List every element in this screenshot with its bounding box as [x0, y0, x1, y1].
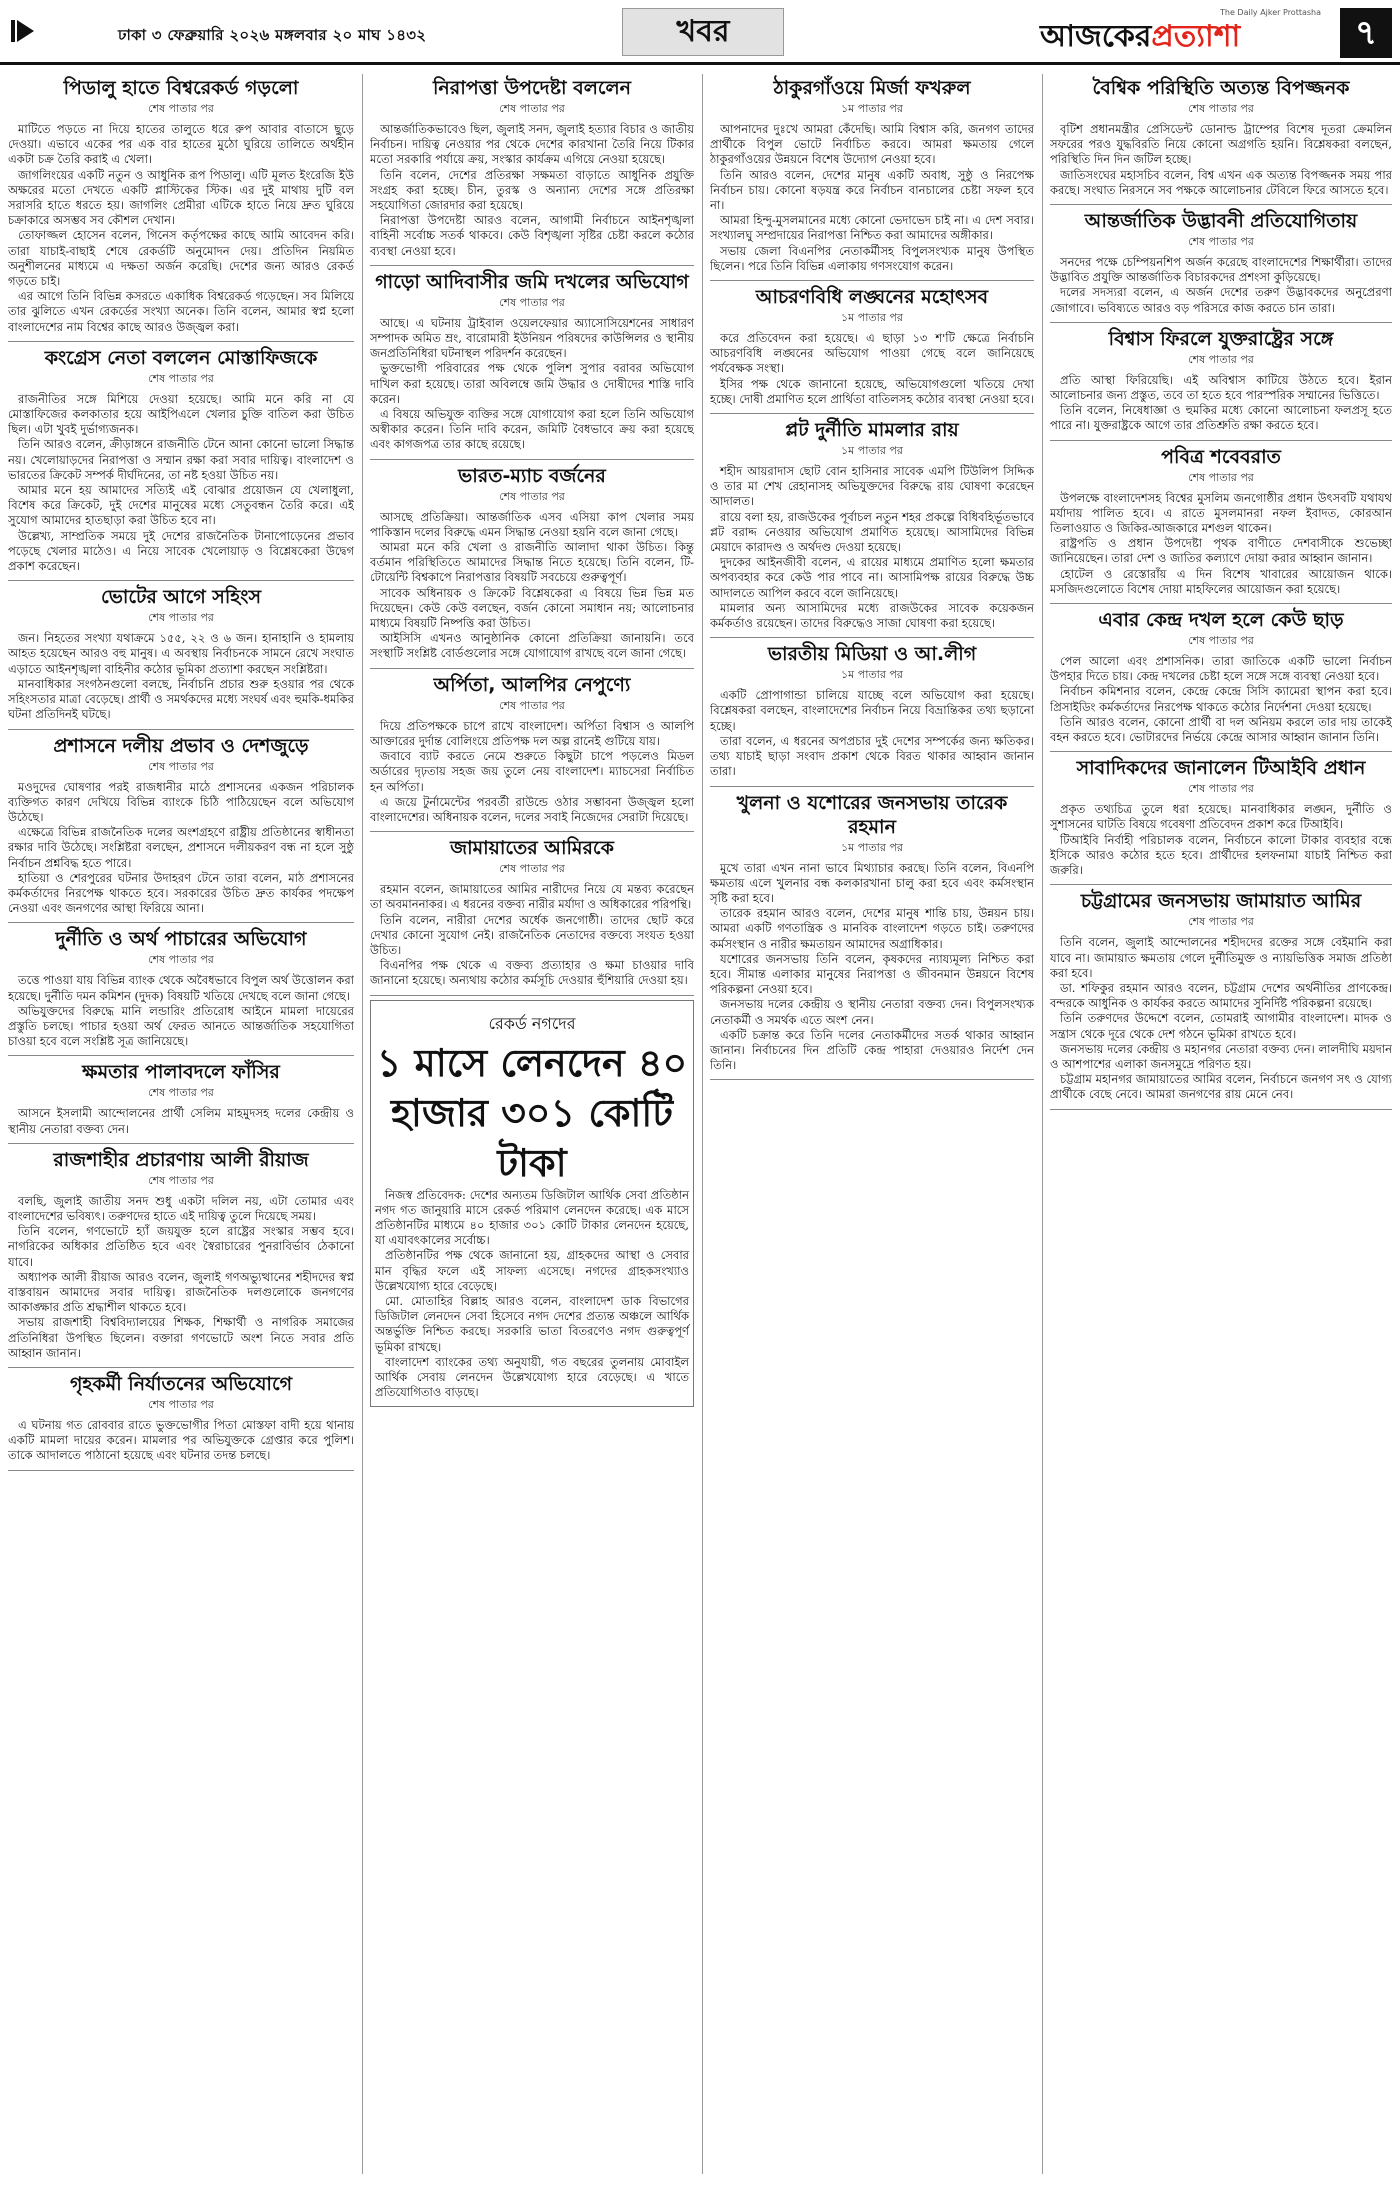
- news-story: [370, 673, 694, 825]
- paragraph: সাবেক অধিনায়ক ও ক্রিকেট বিশ্লেষকেরা এ বিষয়ে ভিন্ন ভিন্ন মত দিয়েছেন। কেউ কেউ বলছেন, বর্জন কোনো সমাধান নয়; আলোচনার মাধ্যমে বিষয়টি নিষ্পত্তি করা উচিত।: [370, 585, 694, 631]
- news-story: [710, 418, 1034, 631]
- news-story: [1050, 209, 1392, 316]
- paragraph: নির্বাচন কমিশনার বলেন, কেন্দ্রে কেন্দ্রে সিসি ক্যামেরা স্থাপন করা হবে। প্রিসাইডিং কর্মকর্তাদের নিরপেক্ষ থাকতে কঠোর নির্দেশনা দেওয়া হয়েছে।: [1050, 684, 1392, 714]
- continuation-note: ১ম পাতার পর: [841, 668, 903, 682]
- story-body: [710, 122, 1034, 274]
- column-1: [8, 74, 354, 2184]
- paragraph: রায়ে বলা হয়, রাজউকের পূর্বাচল নতুন শহর প্রকল্পে বিধিবহির্ভূতভাবে প্লট বরাদ্দ নেওয়ার অভিযোগ প্রমাণিত হয়েছে। আসামিদের বিভিন্ন মেয়াদে কারাদণ্ড ও অর্থদণ্ড দেওয়া হয়েছে।: [710, 509, 1034, 555]
- story-headline: বিশ্বাস ফিরলে যুক্তরাষ্ট্রের সঙ্গে: [1108, 327, 1334, 350]
- arrow-icon: [10, 18, 36, 44]
- paragraph: এ বিষয়ে অভিযুক্ত ব্যক্তির সঙ্গে যোগাযোগ করা হলে তিনি অভিযোগ অস্বীকার করেন। তিনি দাবি করেন, জমিটি বৈধভাবে ক্রয় করা হয়েছে এবং কাগজপত্র তার কাছে রয়েছে।: [370, 407, 694, 452]
- story-body: [370, 719, 694, 825]
- paragraph: এ ঘটনায় গত রোববার রাতে ভুক্তভোগীর পিতা মোস্তফা বাদী হয়ে থানায় একটি মামলা দায়ের করেন। মামলার পর অভিযুক্তকে গ্রেপ্তার করে পুলিশ। তাকে আদালতে পাঠানো হয়েছে এবং ঘটনার তদন্ত চলছে।: [8, 1417, 354, 1463]
- paragraph: নিরাপত্তা উপদেষ্টা আরও বলেন, আগামী নির্বাচনে আইনশৃঙ্খলা বাহিনী সর্বোচ্চ সতর্ক থাকবে। কেউ বিশৃঙ্খলা সৃষ্টির চেষ্টা করলে কঠোর ব্যবস্থা নেওয়া হবে।: [370, 213, 694, 258]
- newspaper-logo: [1040, 12, 1240, 63]
- news-story: [1050, 889, 1392, 1102]
- story-headline: ভোটের আগে সহিংস: [101, 586, 261, 609]
- paragraph: যশোরের জনসভায় তিনি বলেন, কৃষকদের ন্যায্যমূল্য নিশ্চিত করা হবে। সীমান্ত এলাকার মানুষের নিরাপত্তা ও জীবনমান উন্নয়নে বিশেষ পরিকল্পনা নেওয়া হবে।: [710, 951, 1034, 997]
- paragraph: রহমান বলেন, জামায়াতের আমির নারীদের নিয়ে যে মন্তব্য করেছেন তা অবমাননাকর। এ ধরনের বক্তব্য নারীর মর্যাদা ও অধিকারের পরিপন্থি।: [370, 882, 694, 912]
- story-body: [8, 1106, 354, 1136]
- news-story: [1050, 445, 1392, 597]
- news-story: [8, 734, 354, 917]
- news-story: [1050, 756, 1392, 878]
- news-story: [370, 464, 694, 662]
- story-body: [370, 510, 694, 662]
- column-3: [710, 74, 1034, 2184]
- continuation-note: শেষ পাতার পর: [1188, 634, 1254, 648]
- story-headline: ক্ষমতার পালাবদলে ফাঁসির: [82, 1061, 280, 1084]
- continuation-note: ১ম পাতার পর: [841, 444, 903, 458]
- paragraph: তিনি আরও বলেন, দেশের মানুষ একটি অবাধ, সুষ্ঠু ও নিরপেক্ষ নির্বাচন চায়। কোনো ষড়যন্ত্র করে নির্বাচন বানচালের চেষ্টা সফল হবে না।: [710, 167, 1034, 213]
- paragraph: জাগলিংয়ের একটি নতুন ও আধুনিক রূপ পিডালু। এটি মূলত ইংরেজি ইউ অক্ষরের মতো দেখতে একটি প্লাস্টিকের স্টিক। এর দুই মাথায় দুটি বল সরাসরি হাতে ধরতে হয়। জাগলিং প্রেমীরা এটিকে হাতে নিয়ে দ্রুত ঘুরিয়ে চক্রাকারে অসম্ভব সব কৌশল দেখান।: [8, 167, 354, 228]
- news-story: [710, 285, 1034, 407]
- paragraph: মানবাধিকার সংগঠনগুলো বলছে, নির্বাচনি প্রচার শুরু হওয়ার পর থেকে সহিংসতার মাত্রা বেড়েছে। প্রার্থী ও সমর্থকদের মধ্যে সংঘর্ষ এবং হুমকি-ধমকির ঘটনা প্রতিদিনই ঘটছে।: [8, 676, 354, 722]
- story-body: [1050, 654, 1392, 745]
- story-divider: [370, 265, 694, 266]
- paragraph: প্রতিষ্ঠানটির পক্ষ থেকে জানানো হয়, গ্রাহকদের আস্থা ও সেবার মান বৃদ্ধির ফলে এই সাফল্য এসেছে। নগদের গ্রাহকসংখ্যাও উল্লেখযোগ্য হারে বেড়েছে।: [375, 1248, 689, 1293]
- paragraph: জনসভায় দলের কেন্দ্রীয় ও মহানগর নেতারা বক্তব্য দেন। লালদীঘি ময়দান ও আশপাশের এলাকা জনসমুদ্রে পরিণত হয়।: [1050, 1041, 1392, 1071]
- paragraph: টিআইবি নির্বাহী পরিচালক বলেন, নির্বাচনে কালো টাকার ব্যবহার বন্ধে ইসিকে আরও কঠোর হতে হবে। প্রার্থীদের হলফনামা যাচাই নিশ্চিত করা জরুরি।: [1050, 832, 1392, 878]
- paragraph: এক্ষেত্রে বিভিন্ন রাজনৈতিক দলের অংশগ্রহণে রাষ্ট্রীয় প্রতিষ্ঠানের স্বাধীনতা রক্ষার দাবি উঠেছে। সংশ্লিষ্টরা বলছেন, প্রশাসনে দলীয়করণ বন্ধ না হলে সুষ্ঠু নির্বাচন প্রশ্নবিদ্ধ হতে পারে।: [8, 825, 354, 870]
- paragraph: আসছে প্রতিক্রিয়া। আন্তর্জাতিক এসব এসিয়া কাপ খেলার সময় পাকিস্তান দলের বিরুদ্ধে এমন সিদ্ধান্ত নেওয়া হয়নি বলে জানা গেছে।: [370, 509, 694, 539]
- continuation-note: শেষ পাতার পর: [148, 1397, 214, 1411]
- story-headline: জামায়াতের আমিরকে: [450, 837, 614, 860]
- continuation-note: শেষ পাতার পর: [148, 371, 214, 385]
- paragraph: জবাবে ব্যাট করতে নেমে শুরুতে কিছুটা চাপে পড়লেও মিডল অর্ডারের দৃঢ়তায় সহজ জয় তুলে নেয় বাংলাদেশ। ম্যাচসেরা নির্বাচিত হন অর্পিতা।: [370, 749, 694, 794]
- paragraph: মাটিতে পড়তে না দিয়ে হাতের তালুতে ধরে রুপ আবার বাতাসে ছুড়ে দেওয়া। এভাবে একের পর এক বার হাতের মুঠো ঘুরিয়ে তালিতে অর্থহীন একটা চক্র তৈরি করাই এ খেলা।: [8, 122, 354, 167]
- continuation-note: শেষ পাতার পর: [499, 295, 565, 309]
- story-headline: রাজশাহীর প্রচারণায় আলী রীয়াজ: [53, 1148, 309, 1171]
- story-headline: খুলনা ও যশোরের জনসভায় তারেক রহমান: [736, 791, 1008, 838]
- story-headline: নিরাপত্তা উপদেষ্টা বললেন: [432, 77, 632, 99]
- story-body: [370, 122, 694, 259]
- paragraph: চট্টগ্রাম মহানগর জামায়াতের আমির বলেন, নির্বাচনে জনগণ সৎ ও যোগ্য প্রার্থীকে বেছে নেবে। আমরা জনগণের রায় মেনে নেব।: [1050, 1072, 1392, 1102]
- news-story: [710, 791, 1034, 1074]
- feature-body: [375, 1188, 689, 1401]
- continuation-note: শেষ পাতার পর: [1188, 235, 1254, 249]
- story-body: [710, 331, 1034, 407]
- continuation-note: শেষ পাতার পর: [1188, 782, 1254, 796]
- feature-kicker: রেকর্ড নগদের: [488, 1013, 576, 1033]
- story-divider: [8, 1367, 354, 1368]
- paragraph: দুদকের আইনজীবী বলেন, এ রায়ের মাধ্যমে প্রমাণিত হলো ক্ষমতার অপব্যবহার করে কেউ পার পাবে না। আসামিপক্ষ রায়ের বিরুদ্ধে উচ্চ আদালতে আপিল করবে বলে জানিয়েছে।: [710, 555, 1034, 600]
- story-headline: পবিত্র শবেবরাত: [1161, 445, 1281, 468]
- story-divider: [8, 1470, 354, 1471]
- paragraph: তিনি তরুণদের উদ্দেশে বলেন, তোমরাই আগামীর বাংলাদেশ। মাদক ও সন্ত্রাস থেকে দূরে থেকে দেশ গঠনে ভূমিকা রাখতে হবে।: [1050, 1011, 1392, 1041]
- paragraph: বিএনপির পক্ষ থেকে এ বক্তব্য প্রত্যাহার ও ক্ষমা চাওয়ার দাবি জানানো হয়েছে। অন্যথায় কঠোর কর্মসূচি দেওয়ার হুঁশিয়ারি দেওয়া হয়।: [370, 958, 694, 988]
- masthead-rule: [0, 62, 1400, 65]
- section-title: খবর: [622, 8, 784, 56]
- news-story: [1050, 608, 1392, 745]
- story-divider: [370, 668, 694, 669]
- story-divider: [710, 413, 1034, 414]
- paragraph: মো. মোতাহির বিল্লাহ আরও বলেন, বাংলাদেশ ডাক বিভাগের ডিজিটাল লেনদেন সেবা হিসেবে নগদ দেশের প্রত্যন্ত অঞ্চলে আর্থিক অন্তর্ভুক্তি নিশ্চিত করছে। সরকারি ভাতা বিতরণেও নগদ গুরুত্বপূর্ণ ভূমিকা রাখছে।: [375, 1293, 689, 1354]
- continuation-note: শেষ পাতার পর: [148, 1173, 214, 1187]
- story-body: [8, 631, 354, 722]
- paragraph: উপলক্ষে বাংলাদেশসহ বিশ্বের মুসলিম জনগোষ্ঠীর প্রধান উৎসবটি যথাযথ মর্যাদায় পালিত হবে। এ রাতে মুসলমানরা নফল ইবাদত, কোরআন তিলাওয়াত ও জিকির-আজকারে মশগুল থাকেন।: [1050, 490, 1392, 536]
- continuation-note: শেষ পাতার পর: [1188, 470, 1254, 484]
- story-headline: এবার কেন্দ্র দখল হলে কেউ ছাড়: [1098, 609, 1344, 632]
- news-story: [1050, 327, 1392, 434]
- continuation-note: শেষ পাতার পর: [148, 102, 214, 115]
- continuation-note: শেষ পাতার পর: [499, 862, 565, 876]
- story-headline: সাবাদিকদের জানালেন টিআইবি প্রধান: [1076, 757, 1366, 780]
- continuation-note: ১ম পাতার পর: [841, 102, 903, 115]
- paragraph: রাষ্ট্রপতি ও প্রধান উপদেষ্টা পৃথক বাণীতে দেশবাসীকে শুভেচ্ছা জানিয়েছেন। তারা দেশ ও জাতির কল্যাণে দোয়া করার আহ্বান জানান।: [1050, 536, 1392, 566]
- paragraph: উল্লেখ্য, সাম্প্রতিক সময়ে দুই দেশের রাজনৈতিক টানাপোড়েনের প্রভাব পড়েছে খেলার মাঠেও। এ নিয়ে সাবেক খেলোয়াড় ও বিশ্লেষকেরা উদ্বেগ প্রকাশ করেছেন।: [8, 528, 354, 574]
- paragraph: বলছি, জুলাই জাতীয় সনদ শুধু একটা দলিল নয়, এটা তোমার এবং বাংলাদেশের ভবিষ্যৎ। তরুণদের হাতে এই দায়িত্ব তুলে দিয়েছে সময়।: [8, 1193, 354, 1223]
- paragraph: আন্তর্জাতিকভাবেও ছিল, জুলাই সনদ, জুলাই হত্যার বিচার ও জাতীয় নির্বাচন। দায়িত্ব নেওয়ার পর থেকে দেশের কারখানা তৈরি নিয়ে টিকার মতো সরকারি পর্যায়ে ক্রয়, সংস্কার কার্যক্রম এগিয়ে নেওয়া হয়েছে।: [370, 122, 694, 167]
- news-story: [8, 346, 354, 574]
- story-body: [370, 882, 694, 988]
- story-body: [1050, 802, 1392, 878]
- paragraph: মুখে তারা এখন নানা ভাবে মিথ্যাচার করছে। তিনি বলেন, বিএনপি ক্ষমতায় এলে খুলনার বন্ধ কলকারখানা চালু করা হবে এবং কর্মসংস্থান সৃষ্টি করা হবে।: [710, 860, 1034, 905]
- paragraph: বাংলাদেশ ব্যাংকের তথ্য অনুযায়ী, গত বছরের তুলনায় মোবাইল আর্থিক সেবায় লেনদেন উল্লেখযোগ্য হারে বেড়েছে। এ খাতে প্রতিযোগিতাও বাড়ছে।: [375, 1354, 689, 1400]
- story-divider: [1050, 1109, 1392, 1110]
- story-divider: [8, 580, 354, 581]
- paragraph: আপনাদের দুঃখে আমরা কেঁদেছি। আমি বিশ্বাস করি, জনগণ তাদের প্রার্থীকে বিপুল ভোটে নির্বাচিত করবে। আমরা ক্ষমতায় গেলে ঠাকুরগাঁওয়ের উন্নয়নে বিশেষ উদ্যোগ নেওয়া হবে।: [710, 122, 1034, 167]
- story-body: [370, 316, 694, 453]
- story-headline: ঠাকুরগাঁওয়ে মির্জা ফখরুল: [773, 77, 971, 99]
- continuation-note: শেষ পাতার পর: [148, 759, 214, 773]
- paragraph: জাতিসংঘের মহাসচিব বলেন, বিশ্ব এখন এক অত্যন্ত বিপজ্জনক সময় পার করছে। সংঘাত নিরসনে সব পক্ষকে আলোচনার টেবিলে ফিরে আসতে হবে।: [1050, 167, 1392, 197]
- paragraph: দিয়ে প্রতিপক্ষকে চাপে রাখে বাংলাদেশ। অর্পিতা বিশ্বাস ও আলপি আক্তারের দুর্দান্ত বোলিংয়ে প্রতিপক্ষ দল অল্প রানেই গুটিয়ে যায়।: [370, 718, 694, 748]
- news-story: [370, 270, 694, 453]
- story-divider: [8, 341, 354, 342]
- paragraph: তত্তে পাওয়া যায় বিভিন্ন ব্যাংক থেকে অবৈধভাবে বিপুল অর্থ উত্তোলন করা হয়েছে। দুর্নীতি দমন কমিশন (দুদক) বিষয়টি খতিয়ে দেখছে বলে জানা গেছে।: [8, 973, 354, 1003]
- paragraph: দলের সদস্যরা বলেন, এ অর্জন দেশের তরুণ উদ্ভাবকদের অনুপ্রেরণা জোগাবে। ভবিষ্যতে আরও বড় পরিসরে কাজ করতে চান তারা।: [1050, 285, 1392, 315]
- paragraph: তিনি বলেন, নারীরা দেশের অর্ধেক জনগোষ্ঠী। তাদের ছোট করে দেখার কোনো সুযোগ নেই। রাজনৈতিক নেতাদের বক্তব্যে সংযত হওয়া উচিত।: [370, 912, 694, 957]
- story-divider: [1050, 751, 1392, 752]
- story-divider: [1050, 322, 1392, 323]
- story-divider: [8, 1143, 354, 1144]
- story-headline: ভারতীয় মিডিয়া ও আ.লীগ: [767, 643, 977, 666]
- paragraph: জনসভায় দলের কেন্দ্রীয় ও স্থানীয় নেতারা বক্তব্য দেন। বিপুলসংখ্যক নেতাকর্মী ও সমর্থক এতে অংশ নেন।: [710, 997, 1034, 1027]
- paragraph: তিনি বলেন, নিষেধাজ্ঞা ও হুমকির মধ্যে কোনো আলোচনা ফলপ্রসূ হতে পারে না। যুক্তরাষ্ট্রকে আগে তার প্রতিশ্রুতি রক্ষা করতে হবে।: [1050, 403, 1392, 433]
- paragraph: এর আগে তিনি বিভিন্ন কসরতে একাধিক বিশ্বরেকর্ড গড়েছেন। সব মিলিয়ে তার ঝুলিতে এখন রেকর্ডের সংখ্যা অনেক। তিনি বলেন, আমার স্বপ্ন হলো বাংলাদেশের নাম বিশ্বের কাছে আরও উজ্জ্বল করা।: [8, 289, 354, 334]
- paragraph: ভুক্তভোগী পরিবারের পক্ষ থেকে পুলিশ সুপার বরাবর অভিযোগ দাখিল করা হয়েছে। তারা অবিলম্বে জমি উদ্ধার ও দোষীদের শাস্তি দাবি করেন।: [370, 361, 694, 406]
- date-line: ঢাকা ৩ ফেব্রুয়ারি ২০২৬ মঙ্গলবার ২০ মাঘ ১৪৩২: [118, 26, 427, 44]
- feature-headline: ১ মাসে লেনদেন ৪০ হাজার ৩০১ কোটি টাকা: [376, 1040, 688, 1185]
- column-divider: [702, 74, 703, 2174]
- story-body: [8, 1194, 354, 1361]
- paragraph: আমার মনে হয় আমাদের সত্যিই এই বোঝার প্রয়োজন যে খেলাধুলা, বিশেষ করে ক্রিকেট, দুই দেশের মানুষের মধ্যে সেতুবন্ধন তৈরি করে। এই সুযোগ আমাদের হাতছাড়া করা উচিত হবে না।: [8, 483, 354, 528]
- news-story: [370, 76, 694, 259]
- feature-story: [370, 1000, 694, 1408]
- story-body: [1050, 255, 1392, 316]
- paragraph: একটি প্রোপাগান্ডা চালিয়ে যাচ্ছে বলে অভিযোগ করা হয়েছে। বিশ্লেষকরা বলছেন, বাংলাদেশের নির্বাচন নিয়ে বিভ্রান্তিকর তথ্য ছড়ানো হচ্ছে।: [710, 688, 1034, 733]
- column-divider: [362, 74, 363, 2174]
- news-story: [8, 76, 354, 335]
- paragraph: তিনি বলেন, জুলাই আন্দোলনের শহীদদের রক্তের সঙ্গে বেইমানি করা যাবে না। জামায়াত ক্ষমতায় গেলে দুর্নীতিমুক্ত ও ন্যায়ভিত্তিক সমাজ প্রতিষ্ঠা করা হবে।: [1050, 935, 1392, 980]
- column-divider: [1042, 74, 1043, 2174]
- news-story: [8, 585, 354, 722]
- continuation-note: শেষ পাতার পর: [1188, 915, 1254, 929]
- continuation-note: শেষ পাতার পর: [499, 489, 565, 503]
- story-body: [1050, 373, 1392, 434]
- story-divider: [1050, 603, 1392, 604]
- story-divider: [1050, 440, 1392, 441]
- story-headline: অর্পিতা, আলপির নেপুণ্যে: [433, 673, 631, 696]
- story-body: [710, 688, 1034, 779]
- paragraph: ডা. শফিকুর রহমান আরও বলেন, চট্টগ্রাম দেশের অর্থনীতির প্রাণকেন্দ্র। বন্দরকে আধুনিক ও কার্যকর করতে আমাদের সুনির্দিষ্ট পরিকল্পনা রয়েছে।: [1050, 980, 1392, 1011]
- story-headline: ভারত-ম্যাচ বর্জনের: [458, 464, 606, 487]
- story-headline: চট্টগ্রামের জনসভায় জামায়াত আমির: [1080, 890, 1362, 913]
- paragraph: আইসিসি এখনও আনুষ্ঠানিক কোনো প্রতিক্রিয়া জানায়নি। তবে সংস্থাটি সংশ্লিষ্ট বোর্ডগুলোর সঙ্গে যোগাযোগ রাখছে বলে জানা গেছে।: [370, 631, 694, 661]
- news-story: [8, 1060, 354, 1136]
- masthead: [0, 0, 1400, 68]
- paragraph: বৃটিশ প্রধানমন্ত্রীর প্রেসিডেন্ট ডোনাল্ড ট্রাম্পের বিশেষ দূতরা ক্রেমলিন সফরের পরও যুদ্ধবিরতি নিয়ে কোনো অগ্রগতি হয়নি। বিশ্লেষকরা বলছেন, পরিস্থিতি দিন দিন জটিল হচ্ছে।: [1050, 122, 1392, 167]
- story-body: [1050, 122, 1392, 198]
- story-headline: গৃহকর্মী নির্যাতনের অভিযোগে: [69, 1372, 293, 1395]
- paragraph: করে প্রতিবেদন করা হয়েছে। এ ছাড়া ১৩ শ'টি ক্ষেত্রে নির্বাচনি আচরণবিধি লঙ্ঘনের অভিযোগ পাওয়া গেছে বলে জানিয়েছে পর্যবেক্ষক সংস্থা।: [710, 331, 1034, 376]
- story-body: [8, 780, 354, 917]
- story-body: [8, 973, 354, 1049]
- continuation-note: শেষ পাতার পর: [499, 698, 565, 712]
- story-divider: [1050, 884, 1392, 885]
- paragraph: তিনি আরও বলেন, কোনো প্রার্থী বা দল অনিয়ম করলে তার দায় তাকেই বহন করতে হবে। ভোটারদের নির্ভয়ে কেন্দ্রে আসার আহ্বান জানান তিনি।: [1050, 714, 1392, 745]
- paragraph: ইসির পক্ষ থেকে জানানো হয়েছে, অভিযোগগুলো খতিয়ে দেখা হচ্ছে। দোষী প্রমাণিত হলে প্রার্থিতা বাতিলসহ কঠোর ব্যবস্থা নেওয়া হবে।: [710, 376, 1034, 406]
- paragraph: পেল আলো এবং প্রশাসনিক। তারা জাতিকে একটি ভালো নির্বাচন উপহার দিতে চায়। কেন্দ্র দখলের চেষ্টা হলে সঙ্গে সঙ্গে ব্যবস্থা নেওয়া হবে।: [1050, 654, 1392, 684]
- logo-tagline: The Daily Ajker Prottasha: [1220, 8, 1322, 17]
- paragraph: তিনি বলেন, দেশের প্রতিরক্ষা সক্ষমতা বাড়াতে আধুনিক প্রযুক্তি সংগ্রহ করা হচ্ছে। চীন, তুরস্ক ও অন্যান্য দেশের সঙ্গে প্রতিরক্ষা সহযোগিতা জোরদার করা হয়েছে।: [370, 167, 694, 213]
- paragraph: আছে। এ ঘটনায় ট্রাইবাল ওয়েলফেয়ার অ্যাসোসিয়েশনের সাধারণ সম্পাদক অমিত ম্রং, বারোমারী ইউনিয়ন পরিষদের কাউন্সিলর ও স্থানীয় জনপ্রতিনিধিরা ঘটনাস্থল পরিদর্শন করেছেন।: [370, 315, 694, 361]
- continuation-note: শেষ পাতার পর: [1188, 352, 1254, 366]
- column-4: [1050, 74, 1392, 2184]
- paragraph: রাজনীতির সঙ্গে মিশিয়ে দেওয়া হয়েছে। আমি মনে করি না যে মোস্তাফিজের কলকাতার হয়ে আইপিএলে খেলার চুক্তি বাতিল করা উচিত ছিল। এটা খুবই দুর্ভাগ্যজনক।: [8, 391, 354, 437]
- story-headline: আন্তর্জাতিক উদ্ভাবনী প্রতিযোগিতায়: [1084, 210, 1358, 233]
- paragraph: সনদের পক্ষে চেম্পিয়নশিপ অর্জন করেছে বাংলাদেশের শিক্ষার্থীরা। তাদের উদ্ভাবিত প্রযুক্তি আন্তর্জাতিক বিচারকদের প্রশংসা কুড়িয়েছে।: [1050, 255, 1392, 285]
- story-body: [8, 392, 354, 574]
- paragraph: সভায় জেলা বিএনপির নেতাকর্মীসহ বিপুলসংখ্যক মানুষ উপস্থিত ছিলেন। পরে তিনি বিভিন্ন এলাকায় গণসংযোগ করেন।: [710, 243, 1034, 273]
- story-headline: পিডালু হাতে বিশ্বরেকর্ড গড়লো: [63, 77, 299, 99]
- story-divider: [1050, 204, 1392, 205]
- story-divider: [710, 1079, 1034, 1080]
- story-divider: [8, 922, 354, 923]
- paragraph: অভিযুক্তদের বিরুদ্ধে মানি লন্ডারিং প্রতিরোধ আইনে মামলা দায়েরের প্রস্তুতি চলছে। পাচার হওয়া অর্থ ফেরত আনতে আন্তর্জাতিক সহযোগিতা চাওয়া হবে বলে সংশ্লিষ্ট সূত্র জানিয়েছে।: [8, 1003, 354, 1049]
- paragraph: এ জয়ে টুর্নামেন্টের পরবর্তী রাউন্ডে ওঠার সম্ভাবনা উজ্জ্বল হলো বাংলাদেশের। অধিনায়ক বলেন, দলের সবাই নিজেদের সেরাটা দিয়েছে।: [370, 794, 694, 824]
- paragraph: প্রকৃত তথ্যচিত্র তুলে ধরা হয়েছে। মানবাধিকার লঙ্ঘন, দুর্নীতি ও সুশাসনের ঘাটতি বিষয়ে গবেষণা প্রতিবেদন প্রকাশ করে টিআইবি।: [1050, 802, 1392, 832]
- paragraph: শহীদ আয়রাদাস ছোট বোন হাসিনার সাবেক এমপি টিউলিপ সিদ্দিক ও তার মা শেখ রেহানাসহ অভিযুক্তদের বিরুদ্ধে রায় ঘোষণা করেছেন আদালত।: [710, 464, 1034, 509]
- story-headline: কংগ্রেস নেতা বললেন মোস্তাফিজকে: [44, 346, 318, 369]
- story-body: [8, 122, 354, 335]
- story-divider: [370, 995, 694, 996]
- news-story: [8, 1372, 354, 1464]
- story-divider: [710, 637, 1034, 638]
- paragraph: আমরা মনে করি খেলা ও রাজনীতি আলাদা থাকা উচিত। কিন্তু বর্তমান পরিস্থিতিতে আমাদের সিদ্ধান্ত নিতে হয়েছে। তিনি বলেন, টি-টোয়েন্টি বিশ্বকাপে নিরাপত্তার বিষয়টি সবচেয়ে গুরুত্বপূর্ণ।: [370, 540, 694, 585]
- continuation-note: শেষ পাতার পর: [1188, 102, 1254, 115]
- story-body: [8, 1418, 354, 1464]
- story-body: [1050, 491, 1392, 597]
- news-story: [8, 1148, 354, 1361]
- paragraph: প্রতি আস্থা ফিরিয়েছি। এই অবিশ্বাস কাটিয়ে উঠতে হবে। ইরান আলোচনার জন্য প্রস্তুত, তবে তা হতে হবে পারস্পরিক সম্মানের ভিত্তিতে।: [1050, 372, 1392, 403]
- continuation-note: শেষ পাতার পর: [499, 102, 565, 115]
- paragraph: জন। নিহতের সংখ্যা যথাক্রমে ১৫৫, ২২ ও ৬ জন। হানাহানি ও হামলায় আহত হয়েছেন আরও বহু মানুষ। এ অবস্থায় নির্বাচনকে সামনে রেখে সংঘাত এড়াতে আইনশৃঙ্খলা বাহিনীর কঠোর ভূমিকা প্রত্যাশা করছেন সংশ্লিষ্টরা।: [8, 631, 354, 676]
- story-headline: বৈশ্বিক পরিস্থিতি অত্যন্ত বিপজ্জনক: [1092, 77, 1350, 99]
- paragraph: হাতিয়া ও শেরপুরের ঘটনার উদাহরণ টেনে তারা বলেন, মাঠ প্রশাসনের কর্মকর্তাদের নিরপেক্ষ থাকতে হবে। সরকারের উচিত দ্রুত কার্যকর পদক্ষেপ নেওয়া এবং জনগণের আস্থা ফিরিয়ে আনা।: [8, 870, 354, 916]
- story-divider: [8, 729, 354, 730]
- story-divider: [710, 786, 1034, 787]
- story-headline: গাড়ো আদিবাসীর জমি দখলের অভিযোগ: [375, 270, 689, 293]
- continuation-note: শেষ পাতার পর: [148, 1086, 214, 1100]
- paragraph: তারা বলেন, এ ধরনের অপপ্রচার দুই দেশের সম্পর্কের জন্য ক্ষতিকর। তথ্য যাচাই ছাড়া সংবাদ প্রকাশ থেকে বিরত থাকার আহ্বান জানান তারা।: [710, 733, 1034, 779]
- paragraph: মামলার অন্য আসামিদের মধ্যে রাজউকের সাবেক কয়েকজন কর্মকর্তাও রয়েছেন। তাদের বিরুদ্ধেও সাজা ঘোষণা করা হয়েছে।: [710, 600, 1034, 631]
- story-divider: [370, 459, 694, 460]
- paragraph: মওদুদের ঘোষণার পরই রাজধানীর মাঠে প্রশাসনের একজন পরিচালক ব্যক্তিগত কারণ দেখিয়ে বিভিন্ন ব্যাংকে চিঠি পাঠিয়েছেন বলে অভিযোগ উঠেছে।: [8, 779, 354, 824]
- story-body: [710, 464, 1034, 631]
- story-divider: [710, 280, 1034, 281]
- paragraph: তোফাজ্জল হোসেন বলেন, গিনেস কর্তৃপক্ষের কাছে আমি আবেদন করি। তারা যাচাই-বাছাই শেষে রেকর্ডটি অনুমোদন দেয়। প্রতিদিন নিয়মিত অনুশীলনের মাধ্যমে এ দক্ষতা অর্জন করেছি। দেশের জন্য আরও রেকর্ড গড়তে চাই।: [8, 228, 354, 289]
- news-story: [710, 642, 1034, 779]
- logo-brand: প্রত্যাশা: [1151, 19, 1241, 54]
- paragraph: একটি চক্রান্ত করে তিনি দলের নেতাকর্মীদের সতর্ক থাকার আহ্বান জানান। নির্বাচনের দিন প্রতিটি কেন্দ্র পাহারা দেওয়ারও নির্দেশ দেন তিনি।: [710, 1027, 1034, 1073]
- continuation-note: শেষ পাতার পর: [148, 953, 214, 967]
- story-body: [710, 861, 1034, 1074]
- paragraph: অধ্যাপক আলী রীয়াজ আরও বলেন, জুলাই গণঅভ্যুত্থানের শহীদদের স্বপ্ন বাস্তবায়ন আমাদের সবার দায়িত্ব। রাজনৈতিক দলগুলোকে জনগণের আকাঙ্ক্ষার প্রতি শ্রদ্ধাশীল থাকতে হবে।: [8, 1269, 354, 1315]
- paragraph: নিজস্ব প্রতিবেদক: দেশের অন্যতম ডিজিটাল আর্থিক সেবা প্রতিষ্ঠান নগদ গত জানুয়ারি মাসে রেকর্ড পরিমাণ লেনদেন করেছে। এক মাসে প্রতিষ্ঠানটির মাধ্যমে ৪০ হাজার ৩০১ কোটি টাকার লেনদেন হয়েছে, যা এযাবৎকালের সর্বোচ্চ।: [375, 1187, 689, 1248]
- paragraph: আমরা হিন্দু-মুসলমানের মধ্যে কোনো ভেদাভেদ চাই না। এ দেশ সবার। সংখ্যালঘু সম্প্রদায়ের নিরাপত্তা নিশ্চিত করা আমাদের অঙ্গীকার।: [710, 213, 1034, 243]
- column-2: [370, 74, 694, 2184]
- continuation-note: ১ম পাতার পর: [841, 311, 903, 325]
- story-headline: প্রশাসনে দলীয় প্রভাব ও দেশজুড়ে: [53, 734, 309, 757]
- story-body: [1050, 935, 1392, 1102]
- paragraph: হোটেল ও রেস্তোরাঁয় এ দিন বিশেষ খাবারের আয়োজন থাকে। মসজিদগুলোতে বিশেষ দোয়া মাহফিলের আয়োজন করা হয়েছে।: [1050, 566, 1392, 596]
- news-story: [710, 76, 1034, 274]
- news-story: [8, 927, 354, 1049]
- story-divider: [8, 1055, 354, 1056]
- logo-main: আজকের: [1040, 19, 1152, 54]
- paragraph: তিনি বলেন, গণভোটে হ্যাঁ জয়যুক্ত হলে রাষ্ট্রের সংস্কার সম্ভব হবে। নাগরিকের অধিকার প্রতিষ্ঠিত হবে এবং স্বৈরাচারের পুনরাবির্ভাব ঠেকানো যাবে।: [8, 1224, 354, 1269]
- story-headline: দুর্নীতি ও অর্থ পাচারের অভিযোগ: [55, 928, 307, 951]
- paragraph: আসনে ইসলামী আন্দোলনের প্রার্থী সেলিম মাহমুদসহ দলের কেন্দ্রীয় ও স্থানীয় নেতারা বক্তব্য দেন।: [8, 1106, 354, 1136]
- page-number: ৭: [1340, 8, 1392, 58]
- continuation-note: ১ম পাতার পর: [841, 840, 903, 854]
- news-story: [1050, 76, 1392, 198]
- story-divider: [370, 831, 694, 832]
- paragraph: তারেক রহমান আরও বলেন, দেশের মানুষ শান্তি চায়, উন্নয়ন চায়। আমরা একটি গণতান্ত্রিক ও মানবিক বাংলাদেশ গড়তে চাই। তরুণদের কর্মসংস্থান ও নারীর ক্ষমতায়ন আমাদের অগ্রাধিকার।: [710, 906, 1034, 951]
- paragraph: তিনি আরও বলেন, ক্রীড়াঙ্গনে রাজনীতি টেনে আনা কোনো ভালো সিদ্ধান্ত নয়। খেলোয়াড়দের নিরাপত্তা ও সম্মান রক্ষা করা সবার দায়িত্ব। বাংলাদেশ ও ভারতের ক্রিকেট সম্পর্ক দীর্ঘদিনের, তা নষ্ট হওয়া উচিত নয়।: [8, 437, 354, 482]
- story-headline: প্লট দুর্নীতি মামলার রায়: [785, 419, 959, 442]
- continuation-note: শেষ পাতার পর: [148, 611, 214, 625]
- paragraph: সভায় রাজশাহী বিশ্ববিদ্যালয়ের শিক্ষক, শিক্ষার্থী ও নাগরিক সমাজের প্রতিনিধিরা উপস্থিত ছিলেন। বক্তারা গণভোটে অংশ নিতে সবার প্রতি আহ্বান জানান।: [8, 1315, 354, 1360]
- story-headline: আচরণবিধি লঙ্ঘনের মহোৎসব: [755, 286, 989, 309]
- news-story: [370, 836, 694, 988]
